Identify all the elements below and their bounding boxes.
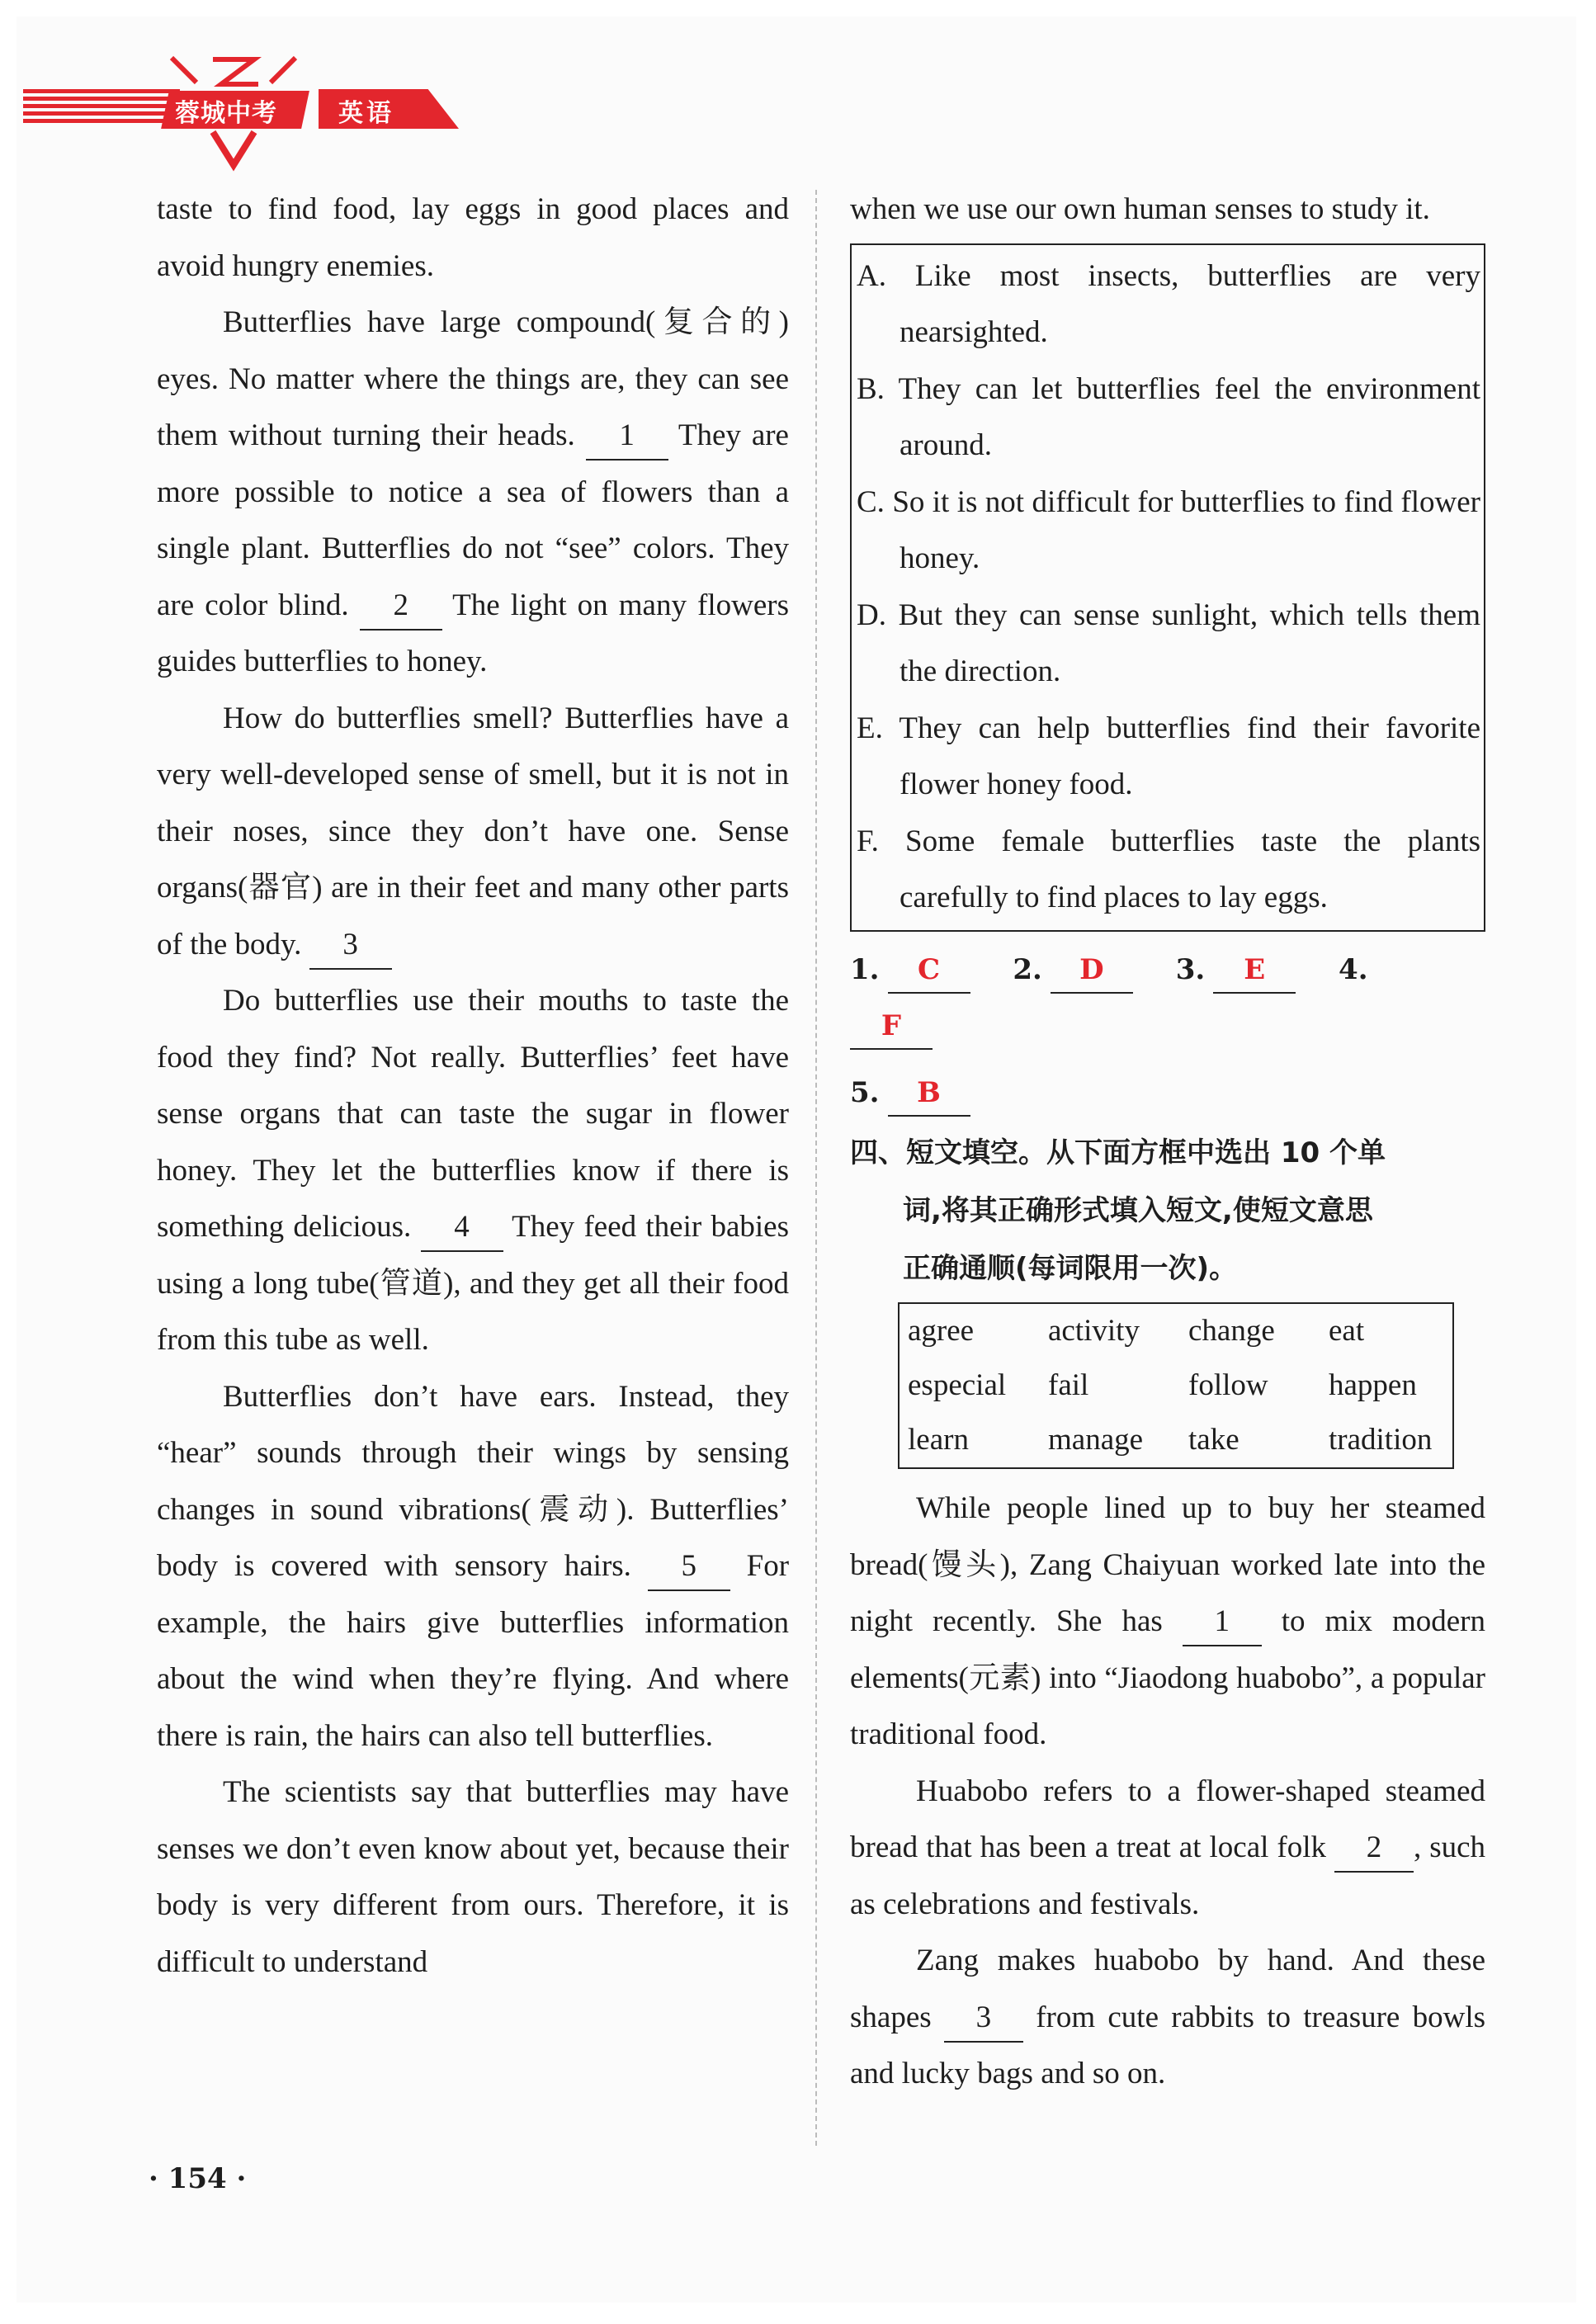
answer-blank[interactable]: 3 [309,922,392,970]
option-item: E. They can help butterflies find their favorite flower honey food. [857,711,1480,801]
answer-number: 5. [850,1075,880,1109]
column-divider [815,190,817,2146]
word: activity [1048,1314,1140,1348]
word: follow [1188,1368,1268,1402]
answer-value[interactable]: B [888,1070,970,1117]
brand-logo: 蓉城中考 [175,99,277,128]
answer-value[interactable]: E [1213,947,1296,994]
answer-value[interactable]: D [1051,947,1133,994]
word: happen [1329,1368,1417,1402]
option-item: C. So it is not difficult for butterflies to find flower honey. [857,484,1480,575]
answer-blank[interactable]: 2 [1334,1825,1414,1873]
word: manage [1048,1423,1144,1457]
option-item: D. But they can sense sunlight, which tells them the direction. [857,598,1480,688]
word: take [1188,1423,1239,1457]
answer-value[interactable]: F [850,1004,933,1050]
page-number: · 154 · [149,2162,247,2195]
word: change [1188,1314,1275,1348]
word: agree [908,1314,975,1348]
answer-number: 4. [1339,952,1368,986]
answer-blank[interactable]: 3 [944,1995,1023,2043]
answer-number: 3. [1175,952,1206,986]
word: learn [908,1423,969,1457]
header-stripes [23,89,180,127]
left-column [157,182,789,1991]
paragraph: Huabobo refers to a flower-shaped steamed bread that has been a treat at local folk 2 , such as celebrations and festivals. [850,1774,1486,1921]
word-row [899,1413,1453,1468]
answer-row [850,942,1485,1055]
option-item: F. Some female butterflies taste the plants carefully to find places to lay eggs. [857,824,1480,914]
word: especial [908,1368,1007,1402]
word-row [899,1358,1453,1413]
section-title: 四、短文填空。从下面方框中选出 10 个单 词,将其正确形式填入短文,使短文意思 正确通顺(每词限用一次)。 [850,1136,1386,1285]
answer-blank[interactable]: 2 [360,583,442,631]
answer-number: 2. [1013,952,1042,986]
answer-blank[interactable]: 5 [648,1543,730,1591]
paragraph: taste to find food, lay eggs in good places and avoid hungry enemies. [157,192,789,283]
answer-number: 1. [850,952,880,986]
paragraph: when we use our own human senses to study it. [850,192,1430,226]
paragraph: Do butterflies use their mouths to taste the food they find? Not really. Butterflies’ feet have sense organs that can taste the sugar in flower honey. They let the butterflies know if there is something delicious. 4 They feed their babies using a long tube(管道), and they get all their food from this tube as well. [157,984,789,1357]
paragraph: The scientists say that butterflies may have senses we don’t even know about yet, because their body is very different from ours. Therefore, it is difficult to understand [157,1775,789,1979]
word: tradition [1329,1423,1433,1457]
answer-value[interactable]: C [888,947,970,994]
answer-blank[interactable]: 1 [586,413,668,461]
option-item: A. Like most insects, butterflies are very nearsighted. [857,258,1480,349]
paragraph: Butterflies don’t have ears. Instead, they “hear” sounds through their wings by sensing changes in sound vibrations(震动). Butterflies’ body is covered with sensory hairs. 5 For example, the hairs give butterflies information about the wind when they’re flying. And where there is rain, the hairs can also tell butterflies. [157,1379,790,1753]
paragraph: Zang makes huabobo by hand. And these shapes 3 from cute rabbits to treasure bowls and lucky bags and so on. [850,1944,1485,2090]
options-box [850,243,1485,932]
subject-tag: 英语 [338,99,394,128]
answer-row [850,1065,1485,1122]
option-item: B. They can let butterflies feel the environment around. [857,371,1480,462]
paragraph: How do butterflies smell? Butterflies have a very well-developed sense of smell, but it is not in their noses, since they don’t have one. Sense organs(器官) are in their feet and many other parts of the body. 3 [157,691,789,974]
word: fail [1048,1368,1089,1402]
paragraph: Butterflies have large compound(复合的) eyes. No matter where the things are, they can see them without turning their heads. 1 They are more possible to notice a sea of flowers than a single plant. Butterflies do not “see” colors. They are color blind. 2 The light on many flowers guides butterflies to honey. [157,305,789,678]
answer-blank[interactable]: 4 [421,1204,503,1252]
word-bank [898,1302,1454,1469]
paragraph: While people lined up to buy her steamed bread(馒头), Zang Chaiyuan worked late into the night recently. She has 1 to mix modern elements(元素) into “Jiaodong huabobo”, a popular traditional food. [850,1491,1485,1751]
word-row [899,1303,1453,1358]
answer-blank[interactable]: 1 [1183,1599,1262,1646]
right-column [850,182,1485,2103]
word: eat [1329,1314,1365,1348]
